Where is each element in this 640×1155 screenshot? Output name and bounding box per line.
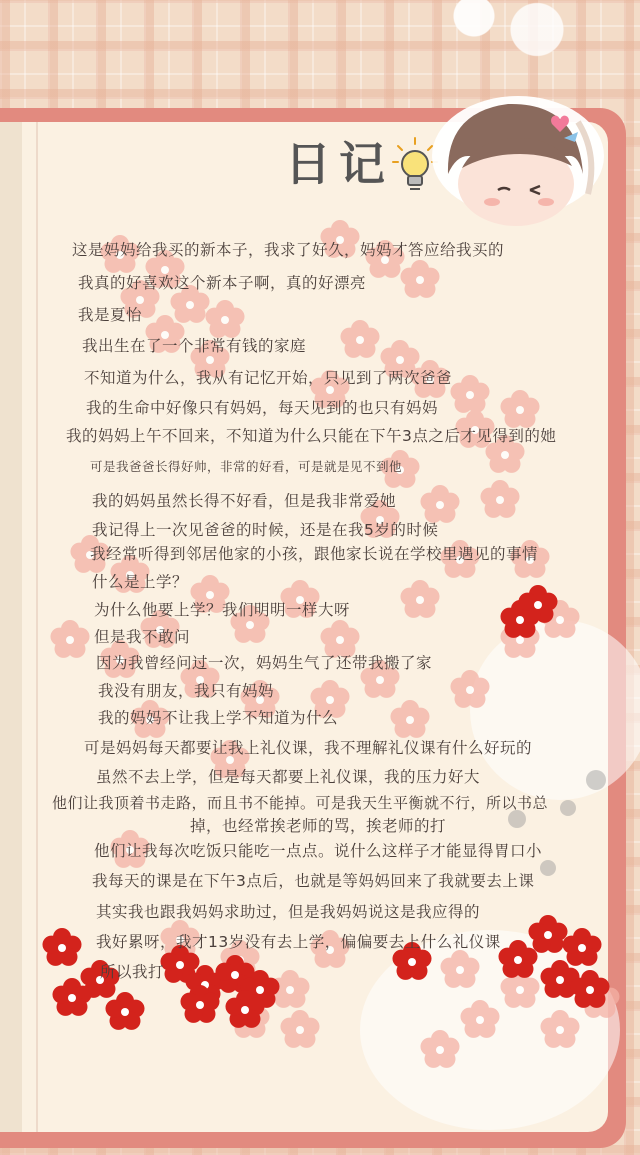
diary-line: 他们让我每次吃饭只能吃一点点。说什么这样子才能显得胃口小 [94, 842, 543, 860]
diary-line: 我记得上一次见爸爸的时候，还是在我5岁的时候 [92, 521, 439, 539]
diary-line: 为什么他要上学？我们明明一样大呀 [94, 601, 351, 619]
diary-line: 我好累呀，我才13岁没有去上学，偏偏要去上什么礼仪课 [96, 933, 501, 951]
diary-line: 但是我不敢问 [94, 628, 191, 646]
diary-line: 我的妈妈上午不回来，不知道为什么只能在下午3点之后才见得到的她 [66, 427, 557, 445]
ink-spot [586, 770, 606, 790]
diary-line: 可是我爸爸长得好帅，非常的好看，可是就是见不到他 [90, 459, 403, 474]
page-title: 日记 [285, 137, 393, 191]
diary-line: 什么是上学？ [92, 573, 189, 591]
diary-line: 我的妈妈虽然长得不好看，但是我非常爱她 [92, 492, 397, 510]
diary-line: 其实我也跟我妈妈求助过，但是我妈妈说这是我应得的 [96, 903, 481, 921]
diary-line: 我是夏怡 [78, 306, 143, 324]
diary-line: 所以我打 [100, 963, 165, 981]
diary-line: 可是妈妈每天都要让我上礼仪课，我不理解礼仪课有什么好玩的 [84, 739, 533, 757]
diary-line: 我经常听得到邻居他家的小孩，跟他家长说在学校里遇见的事情 [90, 545, 539, 563]
ink-spot [560, 800, 576, 816]
ink-spot [540, 860, 556, 876]
diary-line: 不知道为什么，我从有记忆开始，只见到了两次爸爸 [84, 369, 453, 387]
diary-line: 虽然不去上学，但是每天都要上礼仪课，我的压力好大 [96, 768, 481, 786]
diary-line: 我的妈妈不让我上学不知道为什么 [98, 709, 339, 727]
diary-line: 掉，也经常挨老师的骂，挨老师的打 [190, 817, 447, 835]
diary-line: 我没有朋友，我只有妈妈 [98, 682, 275, 700]
diary-line: 我出生在了一个非常有钱的家庭 [82, 337, 307, 355]
diary-line: 我真的好喜欢这个新本子啊，真的好漂亮 [78, 274, 367, 292]
diary-line: 我的生命中好像只有妈妈，每天见到的也只有妈妈 [86, 399, 439, 417]
diary-line: 他们让我顶着书走路，而且书不能掉。可是我天生平衡就不行，所以书总 [52, 794, 549, 812]
diary-line: 这是妈妈给我买的新本子，我求了好久，妈妈才答应给我买的 [72, 241, 505, 259]
diary-line: 我每天的课是在下午3点后，也就是等妈妈回来了我就要去上课 [92, 872, 535, 890]
diary-line: 因为我曾经问过一次，妈妈生气了还带我搬了家 [96, 654, 433, 672]
